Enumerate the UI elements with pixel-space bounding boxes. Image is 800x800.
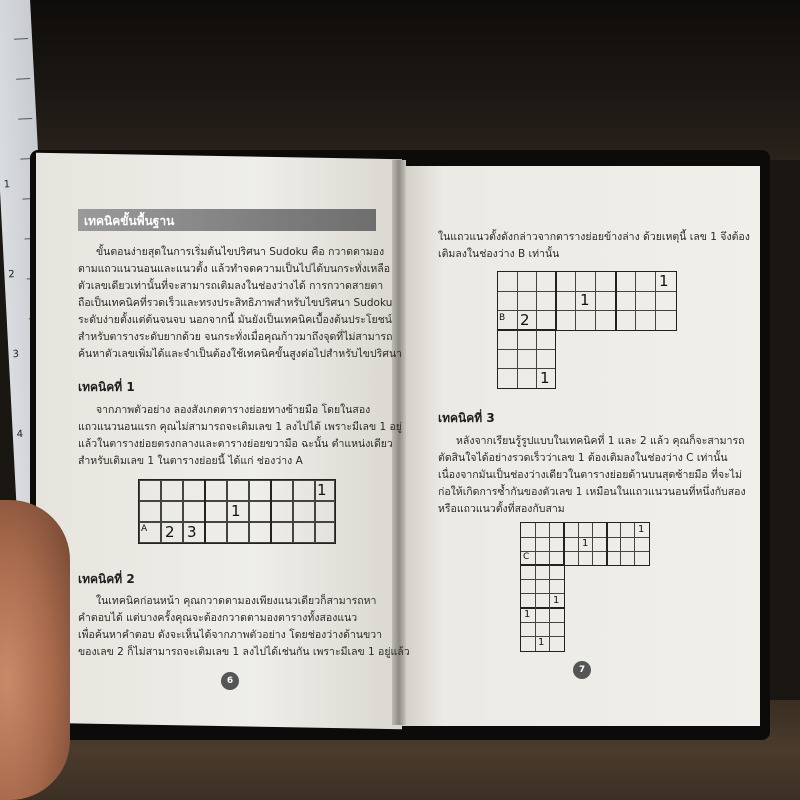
tech1-line: สำหรับเติมเลข 1 ในตารางย่อยนี้ ได้แก่ ช่องว่าง A <box>78 455 303 467</box>
intro-line: ตามแถวแนวนอนและแนวตั้ง แล้วทำจดความเป็นไปได้บนกระทั่งเหลือ <box>78 263 391 275</box>
grid2-digit: 2 <box>520 311 530 329</box>
tech3-line: ก่อให้เกิดการซ้ำกันของตัวเลข 1 เหมือนในแถวแนวนอนที่หนึ่งกับสอง <box>438 486 746 498</box>
grid3-digit: 1 <box>524 609 531 620</box>
grid3-digit: 1 <box>582 538 589 549</box>
tech1-line: แถวแนวนอนแรก คุณไม่สามารถจะเติมเลข 1 ลงไปได้ เพราะมีเลข 1 อยู่ <box>78 421 402 433</box>
grid1-digit: 2 <box>165 523 175 541</box>
grid2-digit: 1 <box>540 369 550 387</box>
tech2-line: ในเทคนิคก่อนหน้า คุณกวาดตามองเพียงแนวเดียวก็สามารถหา <box>96 595 377 607</box>
technique-2-heading: เทคนิคที่ 2 <box>78 572 135 586</box>
sudoku-grid-3 <box>520 522 650 566</box>
sudoku-grid-1 <box>138 479 336 544</box>
right-top-line: ในแถวแนวตั้งดังกล่าวจากตารางย่อยข้างล่าง ด้วยเหตุนี้ เลข 1 จึงต้อง <box>438 231 750 243</box>
tech2-line: เพื่อค้นหาคำตอบ ดังจะเห็นได้จากภาพตัวอย่าง โดยช่องว่างด้านขวา <box>78 629 383 641</box>
book-gutter <box>392 160 406 725</box>
banner-title: เทคนิคขั้นพื้นฐาน <box>84 214 175 228</box>
grid3-digit: 1 <box>538 637 545 648</box>
background-dark <box>0 0 800 160</box>
intro-line: ขั้นตอนง่ายสุดในการเริ่มต้นไขปริศนา Sudoku คือ กวาดตามอง <box>96 246 385 258</box>
right-top-line: เติมลงในช่องว่าง B เท่านั้น <box>438 248 560 260</box>
grid2-digit: 1 <box>659 272 669 290</box>
technique-3-heading: เทคนิคที่ 3 <box>438 411 495 425</box>
sudoku-grid-3-column <box>520 564 565 652</box>
page-number-left: 6 <box>221 672 239 690</box>
sudoku-grid-2 <box>497 271 677 331</box>
grid3-digit: 1 <box>638 524 645 535</box>
grid1-digit: 1 <box>231 502 241 520</box>
intro-line: ถือเป็นเทคนิคที่รวดเร็วและทรงประสิทธิภาพสำหรับไขปริศนา Sudoku <box>78 297 393 309</box>
tech3-line: หรือแถวแนวตั้งที่สองกับสาม <box>438 503 565 515</box>
tech3-line: หลังจากเรียนรู้รูปแบบในเทคนิคที่ 1 และ 2 แล้ว คุณก็จะสามารถ <box>456 435 745 447</box>
ruler-number: 4 <box>16 428 24 441</box>
grid1-digit: 3 <box>187 523 197 541</box>
section-banner <box>78 209 376 231</box>
technique-1-heading: เทคนิคที่ 1 <box>78 380 135 394</box>
grid1-digit: 1 <box>317 481 327 499</box>
tech2-line: ของเลข 2 ก็ไม่สามารถจะเติมเลข 1 ลงไปได้เช่นกัน เพราะมีเลข 1 อยู่แล้ว <box>78 646 410 658</box>
grid3-digit: 1 <box>553 595 560 606</box>
cell-mark-c: C <box>523 552 530 562</box>
page-number-right: 7 <box>573 661 591 679</box>
ruler-number: 3 <box>12 348 20 361</box>
ruler-number: 1 <box>3 179 11 191</box>
tech3-line: เนื่องจากมันเป็นช่องว่างเดียวในตารางย่อยด้านบนสุดซ้ายมือ ที่จะไม่ <box>438 469 742 481</box>
intro-line: ระดับง่ายตั้งแต่ต้นจนจบ นอกจากนี้ มันยังเป็นเทคนิคเบื้องต้นประโยชน์ <box>78 314 392 326</box>
hand <box>0 500 70 800</box>
tech2-line: คำตอบได้ แต่บางครั้งคุณจะต้องกวาดตามองตารางทั้งสองแนว <box>78 612 358 624</box>
tech1-line: แล้วในตารางย่อยตรงกลางและตารางย่อยขวามือ ฉะนั้น ตำแหน่งเดียว <box>78 438 393 450</box>
grid2-digit: 1 <box>580 291 590 309</box>
cell-mark-b: B <box>499 313 506 323</box>
sudoku-grid-2-column <box>497 329 556 389</box>
intro-line: ตัวเลขเดียวเท่านั้นที่จะสามารถเติมลงในช่องว่างได้ การกวาดสายตา <box>78 280 384 292</box>
tech3-line: ตัดสินใจได้อย่างรวดเร็วว่าเลข 1 ต้องเติมลงในช่องว่าง C เท่านั้น <box>438 452 728 464</box>
tech1-line: จากภาพตัวอย่าง ลองสังเกตตารางย่อยทางซ้ายมือ โดยในสอง <box>96 404 371 416</box>
ruler-number: 2 <box>8 269 16 281</box>
cell-mark-a: A <box>141 524 148 534</box>
intro-line: สำหรับตารางระดับยากด้วย จนกระทั่งเมื่อคุณก้าวมาถึงจุดที่ไม่สามารถ <box>78 331 393 343</box>
intro-line: ค้นหาตัวเลขเพิ่มได้และจำเป็นต้องใช้เทคนิคขั้นสูงต่อไปสำหรับไขปริศนา <box>78 348 403 360</box>
